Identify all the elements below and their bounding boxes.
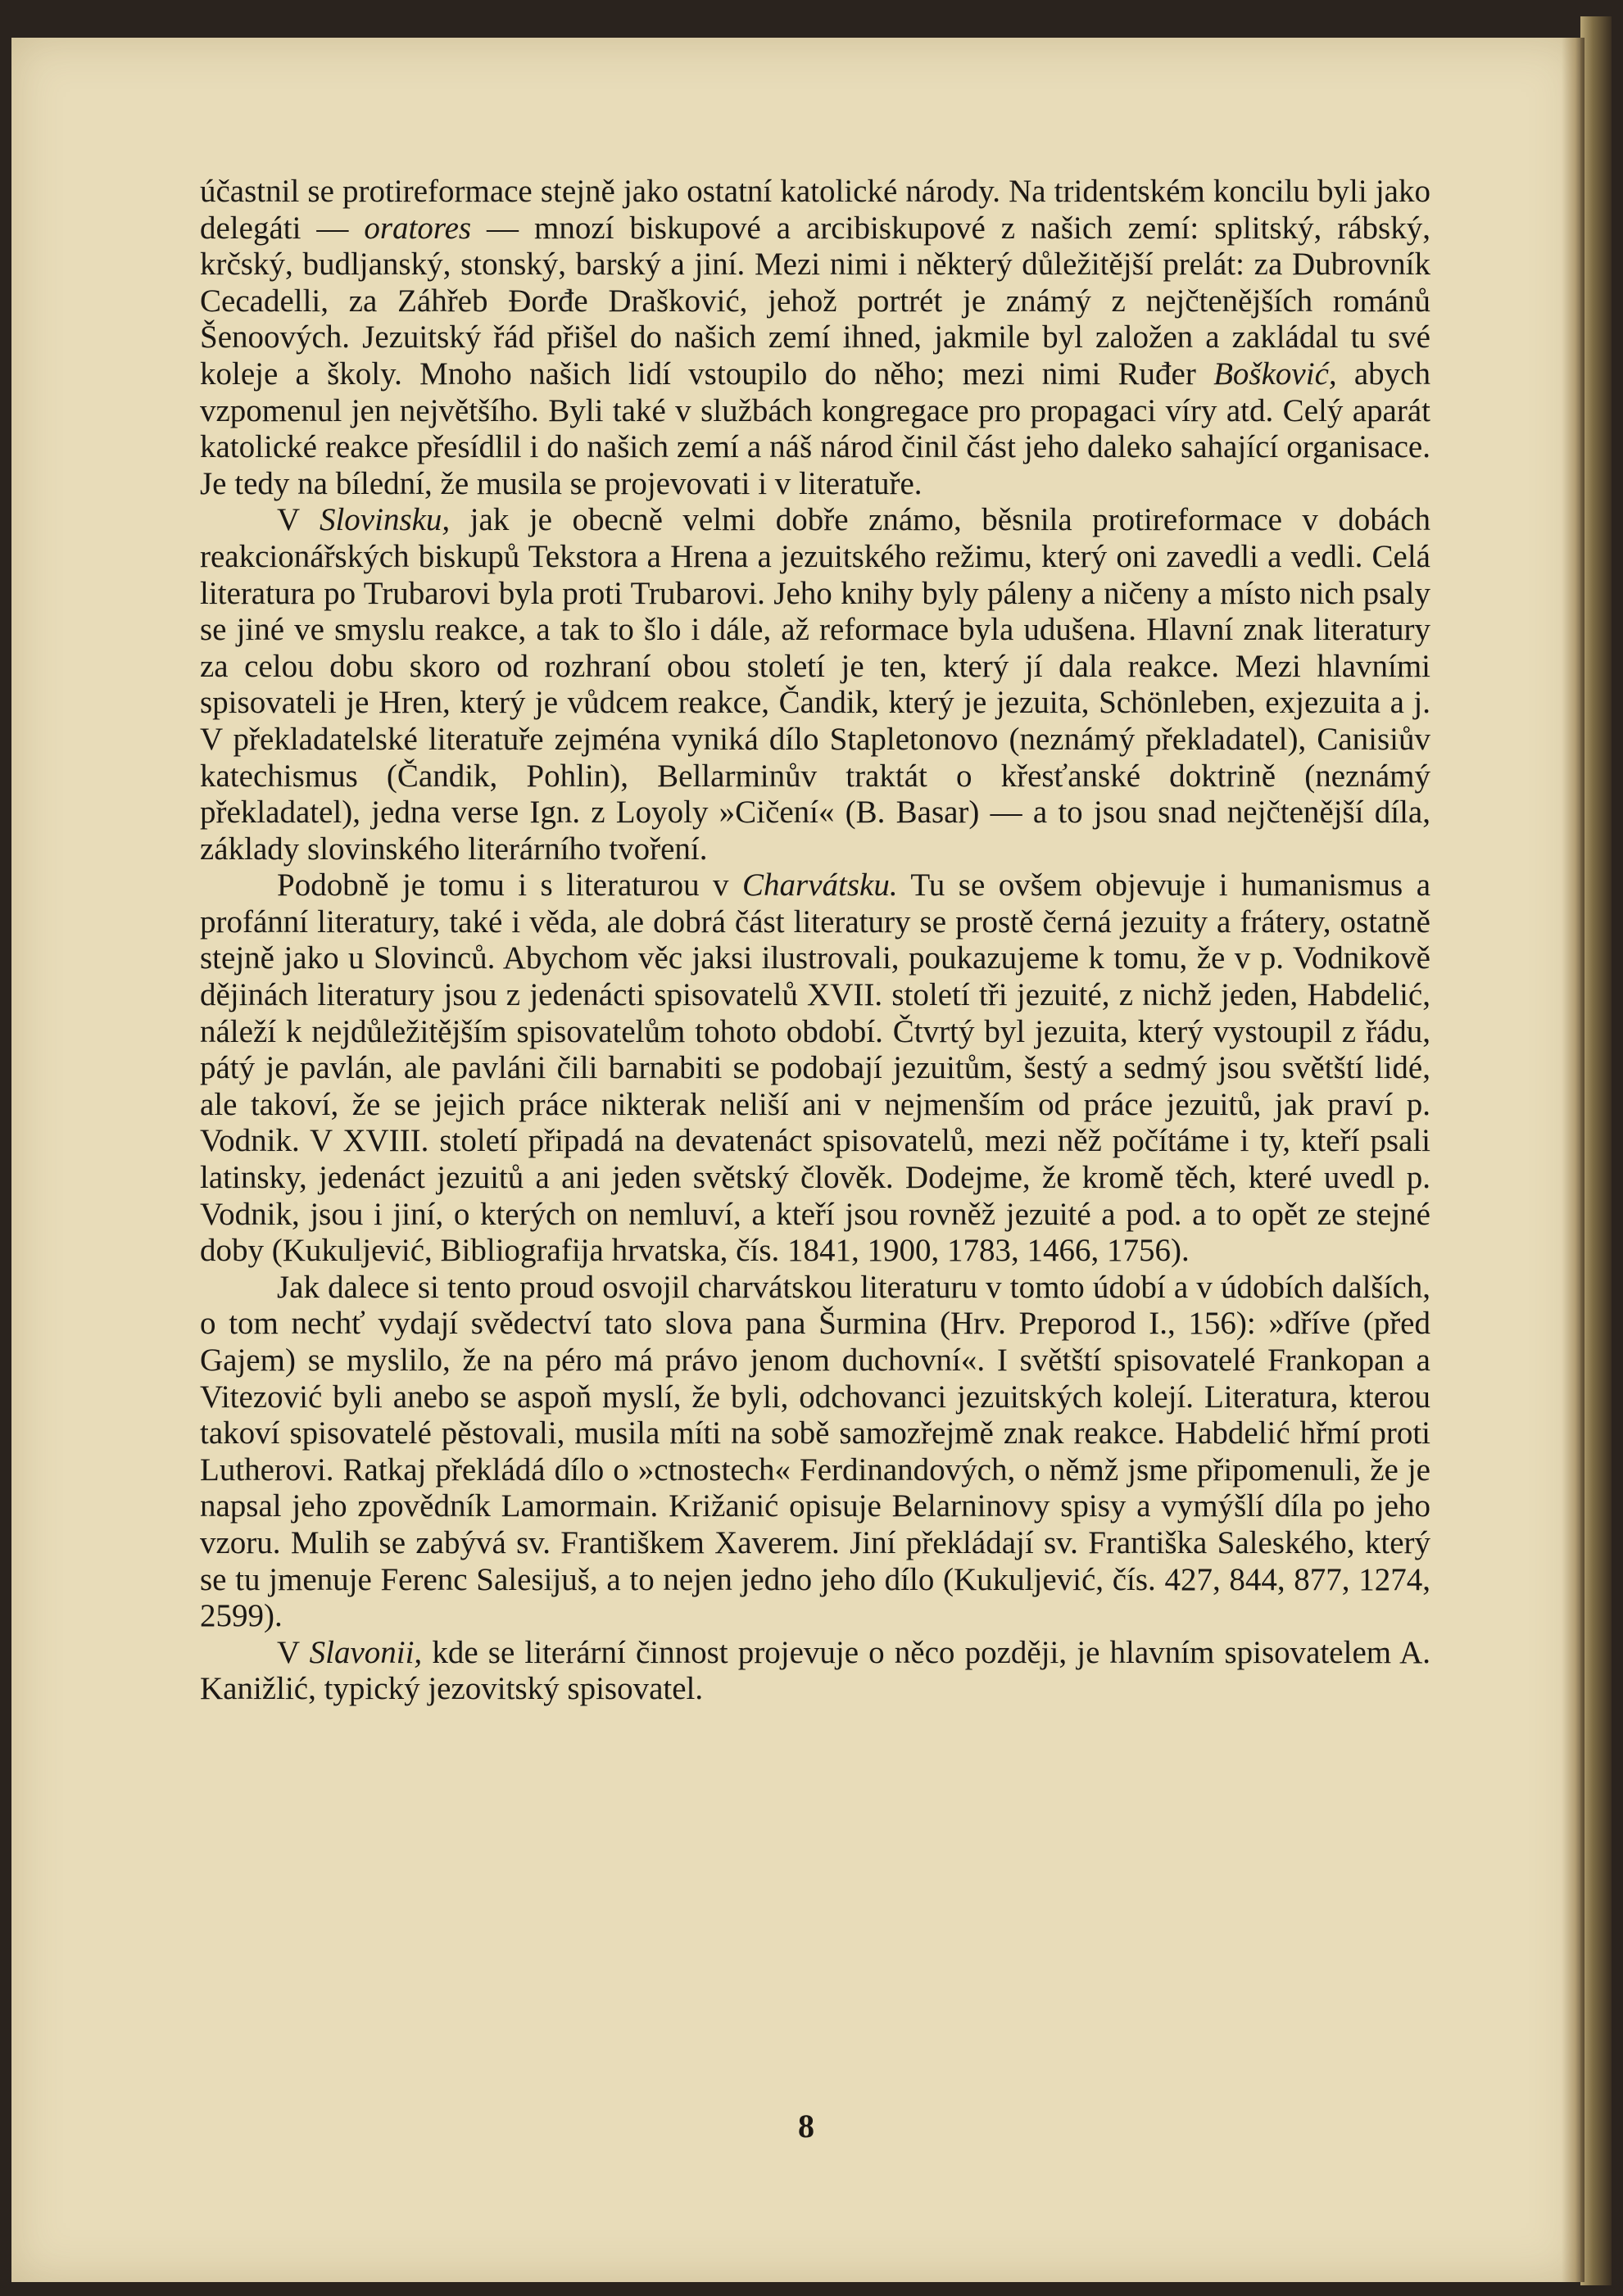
paragraph — [200, 1270, 1430, 1635]
text-run: účastnil se protireformace stejně jako ostatní katolické národy. Na tridentském koncilu byli jako delegáti — — [200, 174, 1430, 246]
italic-text: Slovinsku, — [319, 502, 451, 538]
text-run: abych vzpomenul jen největšího. Byli také v službách kongregace pro propagaci víry atd. Celý aparát katolické reakce přesídlil i do našich zemí a náš národ činil část jeho daleko sahající organisace. Je tedy na bílední, že musila se projevovati i v literatuře. — [200, 355, 1430, 501]
text-run: Tu se ovšem objevuje i humanismus a profánní literatury, také i věda, ale dobrá část literatury se prostě černá jezuity a frátery, ostatně stejně jako u Slovinců. Abychom věc jaksi ilustrovali, poukazujeme k tomu, že v p. Vodnikově dějinách literatury jsou z jedenácti spisovatelů XVII. století tři jezuité, z nichž jeden, Habdelić, náleží k nejdůležitějším spisovatelům tohoto období. Čtvrtý byl jezuita, který vystoupil z řádu, pátý je pavlán, ale pavláni čili barnabiti se podobají jezuitům, šestý a sedmý jsou světští lidé, ale takoví, že se jejich práce nikterak neliší ani v nejmenším od práce jezuitů, jak praví p. Vodnik. V XVIII. století připadá na devatenáct spisovatelů, mezi něž počítáme i ty, kteří psali latinsky, jedenáct jezuitů a ani jeden světský člověk. Dodejme, že kromě těch, které uvedl p. Vodnik, jsou i jiní, o kterých on nemluví, a kteří jsou rovněž jezuité a pod. a to opět ze stejné doby (Kukuljević, Bibliografija hrvatska, čís. 1841, 1900, 1783, 1466, 1756). — [200, 867, 1431, 1269]
text-run: V — [277, 1634, 310, 1670]
paragraph — [200, 867, 1430, 1270]
body-text — [200, 174, 1430, 1708]
italic-text: Slavonii, — [309, 1634, 423, 1670]
text-run: kde se literární činnost projevuje o něco později, je hlavním spisovatelem A. Kanižlić, typický jezovitský spisovatel. — [200, 1634, 1430, 1707]
paragraph — [200, 502, 1430, 867]
text-run: V — [277, 502, 320, 538]
paragraph — [200, 174, 1430, 502]
page-number: 8 — [798, 2108, 814, 2144]
text-run: Jak dalece si tento proud osvojil charvátskou literaturu v tomto údobí a v údobích dalších, o tom nechť vydají svědectví tato slova pana Šurmina (Hrv. Preporod I., 156): »dříve (před Gajem) se myslilo, že na péro má právo jenom duchovní«. I světští spisovatelé Frankopan a Vitezović byli anebo se aspoň myslí, že byli, odchovanci jezuitských kolejí. Literatura, kterou takoví spisovatelé pěstovali, musila míti na sobě samozřejmě znak reakce. Habdelić hřmí proti Lutherovi. Ratkaj překládá dílo o »ctnostech« Ferdinandových, o němž jsme připomenuli, že je napsal jeho zpovědník Lamormain. Križanić opisuje Belarninovy spisy a vymýšlí díla po jeho vzoru. Mulih se zabývá sv. Františkem Xaverem. Jiní překládají sv. Františka Saleského, který se tu jmenuje Ferenc Salesijuš, a to nejen jedno jeho dílo (Kukuljević, čís. 427, 844, 877, 1274, 2599). — [200, 1269, 1430, 1634]
paragraph — [200, 1635, 1430, 1708]
text-run: Podobně je tomu i s literaturou v — [277, 867, 743, 903]
text-run: jak je obecně velmi dobře známo, běsnila protireformace v dobách reakcionářských biskupů Tekstora a Hrena a jezuitského režimu, který oni zavedli a vedli. Celá literatura po Trubarovi byla proti Trubarovi. Jeho knihy byly páleny a ničeny a místo nich psaly se jiné ve smyslu reakce, a tak to šlo i dále, až reformace byla udušena. Hlavní znak literatury za celou dobu skoro od rozhraní obou století je ten, který jí dala reakce. Mezi hlavními spisovateli je Hren, který je vůdcem reakce, Čandik, který je jezuita, Schönleben, exjezuita a j. V překladatelské literatuře zejména vyniká dílo Stapletonovo (neznámý překladatel), Canisiův katechismus (Čandik, Pohlin), Bellarminův traktát o křesťanské doktrině (neznámý překladatel), jedna verse Ign. z Loyoly »Cičení« (B. Basar) — a to jsou snad nejčtenější díla, základy slovinského literárního tvoření. — [200, 502, 1430, 867]
italic-text: Bošković, — [1213, 355, 1337, 392]
italic-text: oratores — [364, 210, 472, 246]
italic-text: Charvátsku. — [742, 867, 898, 903]
page-spine-shadow — [1562, 38, 1584, 2282]
text-run: — mnozí biskupové a arcibiskupové z našich zemí: splitský, rábský, krčský, budljanský, stonský, barský a jiní. Mezi nimi i některý důležitější prelát: za Dubrovník Cecadelli, za Záhřeb Đorđe Drašković, jehož portrét je známý z nejčtenějších románů Šenoových. Jezuitský řád přišel do našich zemí ihned, jakmile byl založen a zakládal tu své koleje a školy. Mnoho našich lidí vstoupilo do něho; mezi nimi Ruđer — [200, 210, 1430, 392]
page-edge — [1580, 16, 1612, 2285]
